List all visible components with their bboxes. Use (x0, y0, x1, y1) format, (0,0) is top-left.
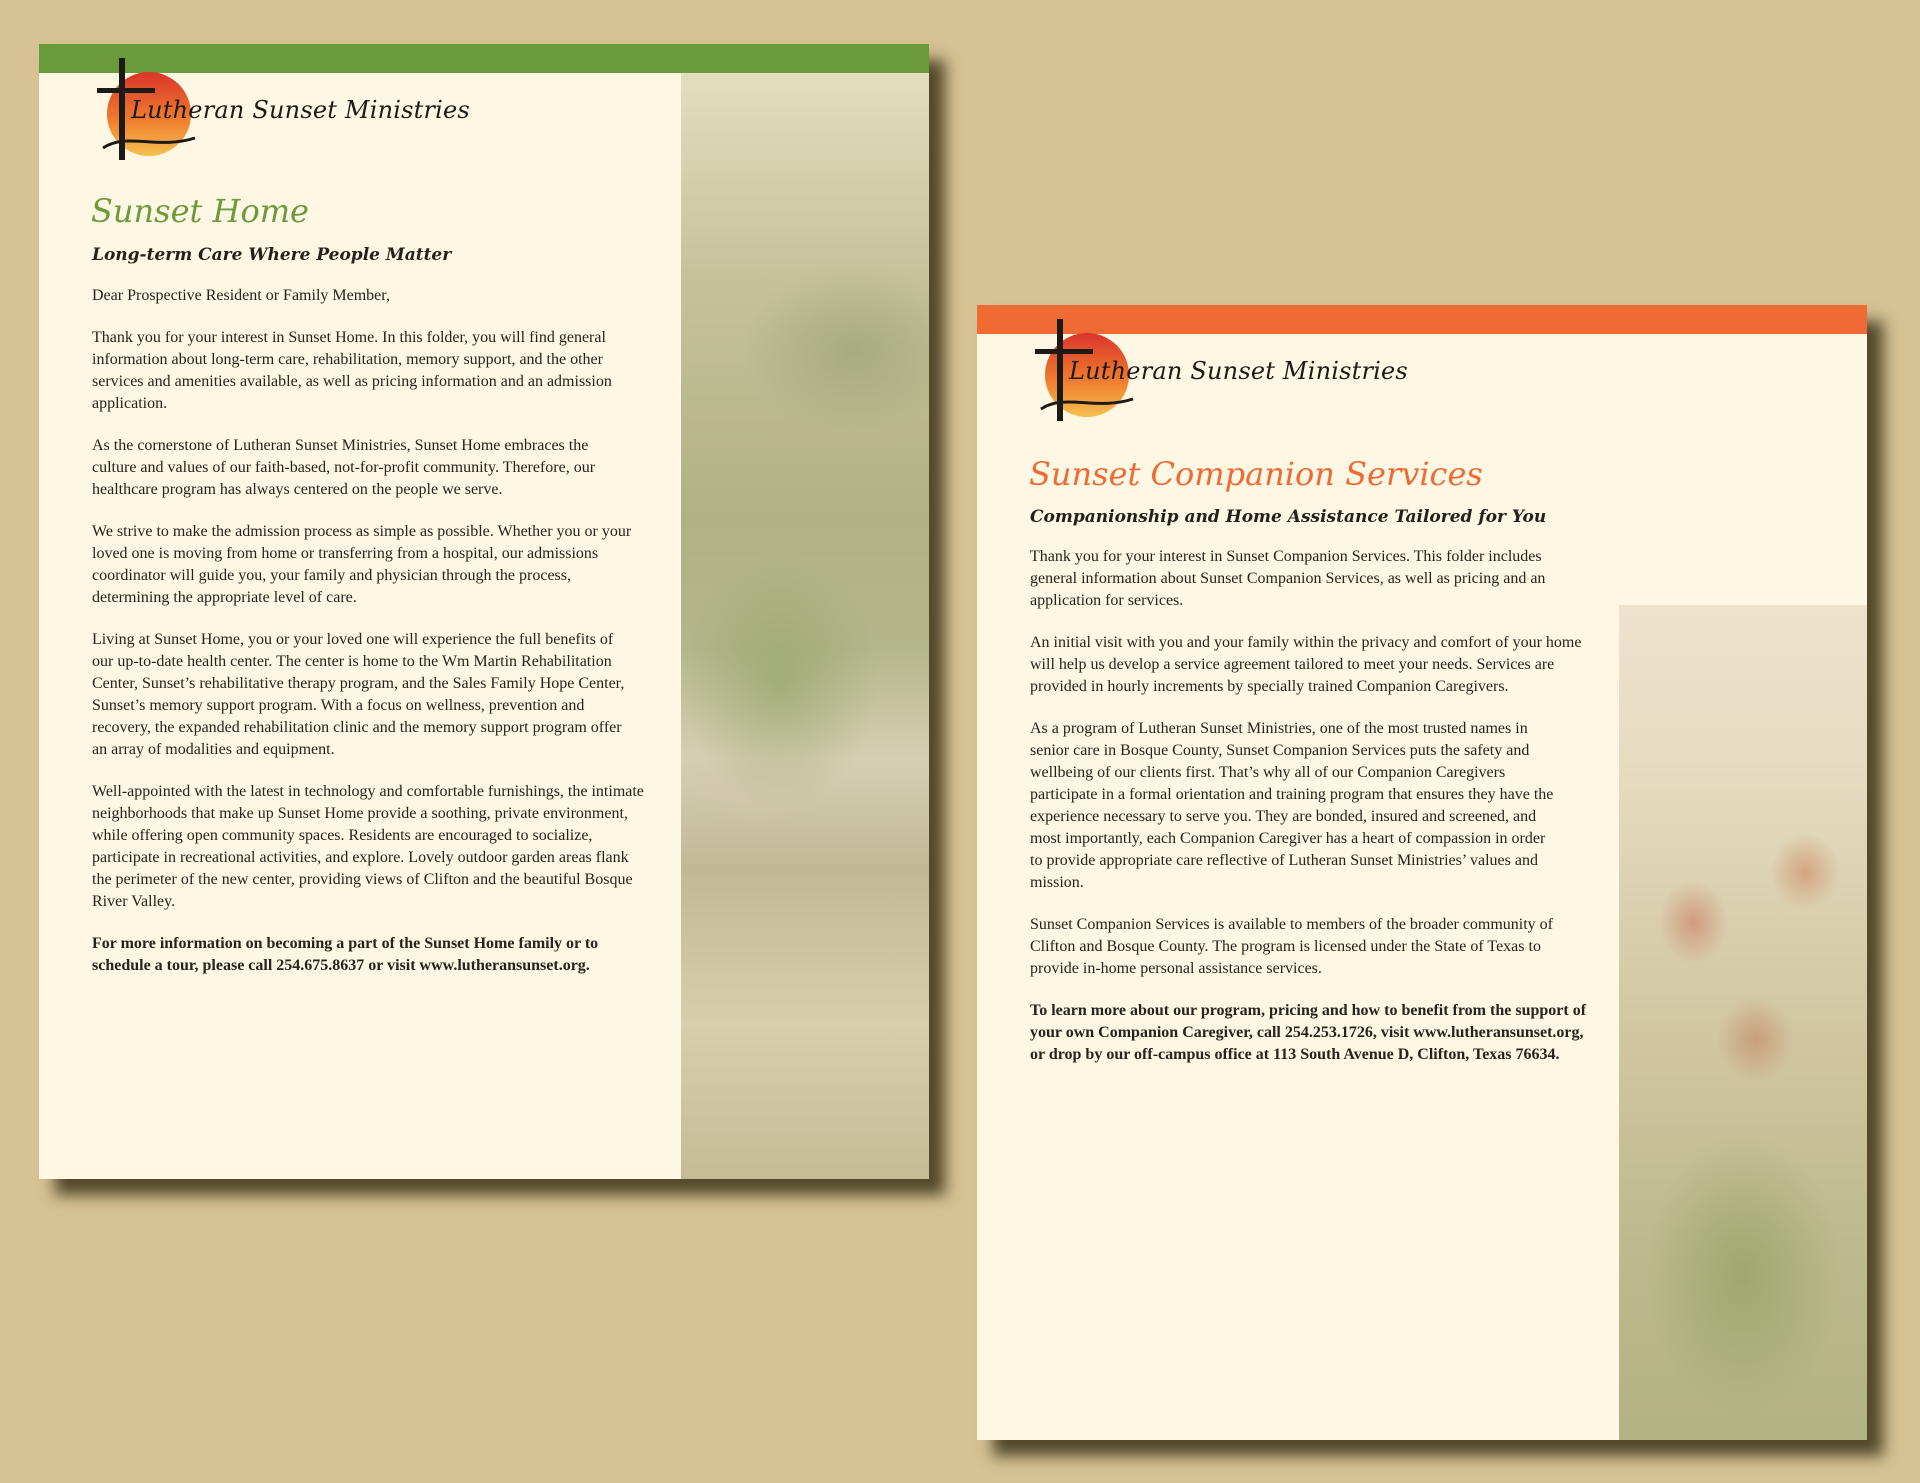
flowers-photo (1619, 605, 1867, 1440)
logo-wordmark: Lutheran Sunset Ministries (131, 96, 470, 124)
paragraph: Living at Sunset Home, you or your loved one will experience the full benefits of our up-to-date health center. The center is home to the Wm Martin Rehabilitation Center, Sunset’s rehabilitative therapy program, and the Sales Family Hope Center, Sunset’s memory support program. With a focus on wellness, prevention and recovery, the expanded rehabilitation clinic and the memory support program offer an array of modalities and equipment. (92, 631, 625, 758)
river-photo (681, 73, 929, 1179)
paragraph: We strive to make the admission process as simple as possible. Whether you or your loved one is moving from home or transferring from a hospital, our admissions coordinator will guide you, your family and physician through the process, determining the appropriate level of care. (92, 523, 632, 606)
page-title: Sunset Companion Services (1029, 455, 1483, 493)
paragraph: As a program of Lutheran Sunset Ministries, one of the most trusted names in senior care in Bosque County, Sunset Companion Services puts the safety and wellbeing of our clients first. That’s why all of our Companion Caregivers participate in a formal orientation and training program that ensures they have the experience necessary to serve you. They are bonded, insured and screened, and most importantly, each Companion Caregiver has a heart of compassion in order to provide appropriate care reflective of Lutheran Sunset Ministries’ values and mission. (1030, 720, 1554, 891)
paragraph: Thank you for your interest in Sunset Companion Services. This folder includes general information about Sunset Companion Services, as well as pricing and an application for services. (1030, 548, 1546, 609)
companion-services-letter (977, 305, 1867, 1440)
closing-paragraph: To learn more about our program, pricing and how to benefit from the support of your own Companion Caregiver, call 254.253.1726, visit www.lutheransunset.org, or drop by our off-campus office at 113 South Avenue D, Clifton, Texas 76634. (1030, 1002, 1587, 1063)
paragraph: Thank you for your interest in Sunset Home. In this folder, you will find general information about long-term care, rehabilitation, memory support, and the other services and amenities available, as well as pricing information and an admission application. (92, 329, 612, 412)
letter-body (1030, 546, 1590, 1086)
page-title: Sunset Home (91, 192, 309, 230)
paragraph: Well-appointed with the latest in technology and comfortable furnishings, the intimate neighborhoods that make up Sunset Home provide a soothing, private environment, while offering open community spaces. Residents are encouraged to socialize, participate in recreational activities, and explore. Lovely outdoor garden areas flank the perimeter of the new center, providing views of Clifton and the beautiful Bosque River Valley. (92, 783, 644, 910)
sunset-home-letter (39, 44, 929, 1179)
letter-body (92, 285, 652, 997)
closing-paragraph: For more information on becoming a part of the Sunset Home family or to schedule a tour, please call 254.675.8637 or visit www.lutheransunset.org. (92, 935, 599, 974)
paragraph: Sunset Companion Services is available to members of the broader community of Clifton and Bosque County. The program is licensed under the State of Texas to provide in-home personal assistance services. (1030, 916, 1553, 977)
lutheran-sunset-logo (1025, 313, 1408, 423)
page-subtitle: Companionship and Home Assistance Tailored for You (1030, 507, 1547, 527)
lutheran-sunset-logo (87, 52, 470, 162)
salutation: Dear Prospective Resident or Family Member, (92, 287, 390, 304)
page-subtitle: Long-term Care Where People Matter (92, 245, 452, 265)
paragraph: An initial visit with you and your family within the privacy and comfort of your home will help us develop a service agreement tailored to meet your needs. Services are provided in hourly increments by specially trained Companion Caregivers. (1030, 634, 1582, 695)
logo-wordmark: Lutheran Sunset Ministries (1069, 357, 1408, 385)
paragraph: As the cornerstone of Lutheran Sunset Ministries, Sunset Home embraces the culture and values of our faith-based, not-for-profit community. Therefore, our healthcare program has always centered on the people we serve. (92, 437, 596, 498)
